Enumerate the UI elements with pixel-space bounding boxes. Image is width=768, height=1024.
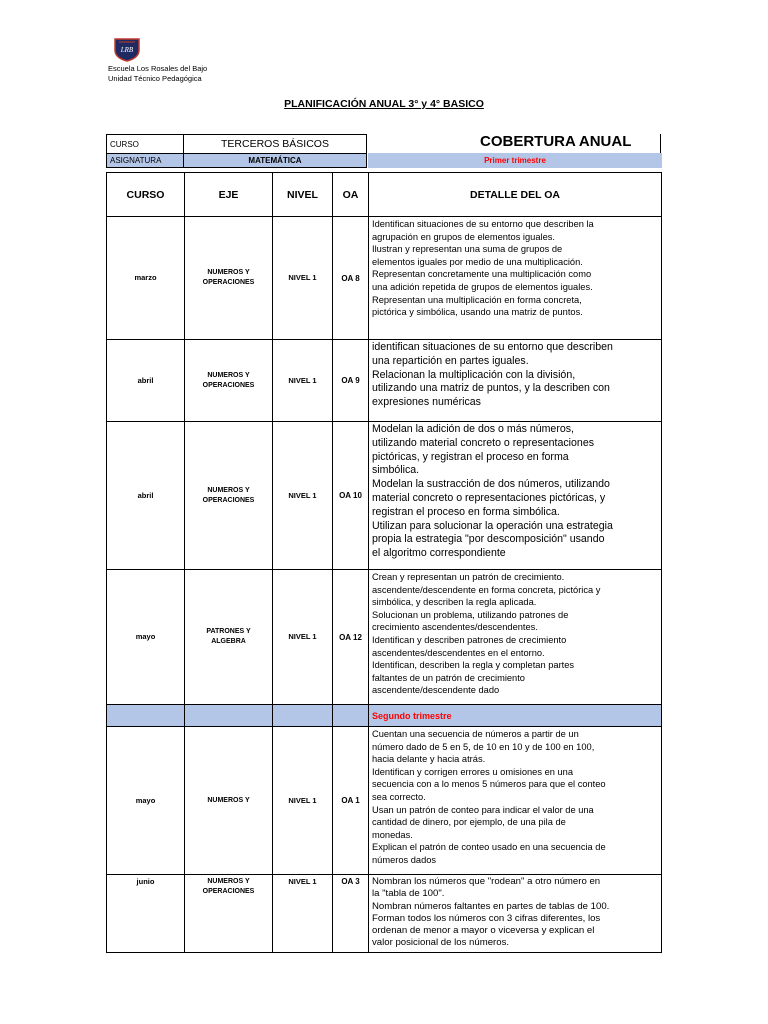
cell-nivel: NIVEL 1 xyxy=(273,422,333,570)
cell-detalle: identifican situaciones de su entorno que describen una repartición en partes iguales. Relacionan la multiplicación con la división, utilizando una matriz de puntos, y la describen con expresiones numéricas xyxy=(369,340,662,422)
table-row xyxy=(107,727,662,875)
curso-label-cell xyxy=(106,134,184,154)
trimester-band xyxy=(368,153,662,168)
cell-oa: OA 10 xyxy=(333,422,369,570)
table-row xyxy=(107,422,662,570)
table-row xyxy=(107,217,662,340)
sep-cell xyxy=(185,705,273,727)
oa-planning-table xyxy=(106,172,662,953)
second-trimester-label: Segundo trimestre xyxy=(369,705,662,727)
document-title: PLANIFICACIÓN ANUAL 3° y 4° BASICO xyxy=(284,98,484,110)
table-row xyxy=(107,570,662,705)
cell-oa: OA 9 xyxy=(333,340,369,422)
col-header-eje: EJE xyxy=(185,173,273,217)
cell-curso: abril xyxy=(107,422,185,570)
svg-text:LRB: LRB xyxy=(120,46,134,54)
col-header-nivel: NIVEL xyxy=(273,173,333,217)
school-crest-logo xyxy=(113,36,141,62)
cell-curso: marzo xyxy=(107,217,185,340)
cell-nivel: NIVEL 1 xyxy=(273,570,333,705)
sep-cell xyxy=(333,705,369,727)
cell-nivel: NIVEL 1 xyxy=(273,340,333,422)
cell-detalle: Crean y representan un patrón de crecimiento. ascendente/descendente en forma concreta, pictórica y simbólica, y describen la regla aplicada. Solucionan un problema, utilizando patrones de crecimiento ascendentes/descendentes. Identifican y describen patrones de crecimiento ascendentes/descendentes en el entorno. Identifican, describen la regla y completan partes faltantes de un patrón de crecimiento ascendente/descendente dado xyxy=(369,570,662,705)
cell-nivel: NIVEL 1 xyxy=(273,727,333,875)
cell-eje: NUMEROS Y xyxy=(185,727,273,875)
curso-value-cell xyxy=(183,134,367,154)
col-header-curso: CURSO xyxy=(107,173,185,217)
cell-detalle: Nombran los números que "rodean" a otro número en la "tabla de 100". Nombran números faltantes en partes de tablas de 100. Forman todos los números con 3 cifras diferentes, los ordenan de menor a mayor o viceversa y explican el valor posicional de los números. xyxy=(369,875,662,953)
cell-eje: NUMEROS Y OPERACIONES xyxy=(185,875,273,953)
school-name: Escuela Los Rosales del Bajo xyxy=(108,64,208,73)
sep-cell xyxy=(273,705,333,727)
trimester-label: Primer trimestre xyxy=(484,156,546,165)
cell-oa: OA 8 xyxy=(333,217,369,340)
cell-eje: NUMEROS Y OPERACIONES xyxy=(185,422,273,570)
table-header-row xyxy=(107,173,662,217)
asignatura-label: ASIGNATURA xyxy=(110,156,162,165)
asignatura-label-cell xyxy=(106,153,184,168)
coverage-title: COBERTURA ANUAL xyxy=(480,133,632,150)
trimester-separator-row xyxy=(107,705,662,727)
cell-nivel: NIVEL 1 xyxy=(273,875,333,953)
cell-detalle: Modelan la adición de dos o más números, utilizando material concreto o representaciones pictóricas, y registran el proceso en forma simbólica. Modelan la sustracción de dos números, utilizando material concreto o representaciones pictóricas, y registran el proceso en forma simbólica. Utilizan para solucionar la operación una estrategia propia la estrategia "por descomposición" usando el algoritmo correspondiente xyxy=(369,422,662,570)
cell-curso: mayo xyxy=(107,570,185,705)
cell-curso: mayo xyxy=(107,727,185,875)
coverage-divider xyxy=(660,134,661,154)
cell-eje: NUMEROS Y OPERACIONES xyxy=(185,217,273,340)
cell-curso: junio xyxy=(107,875,185,953)
cell-curso: abril xyxy=(107,340,185,422)
cell-eje: PATRONES Y ALGEBRA xyxy=(185,570,273,705)
cell-oa: OA 3 xyxy=(333,875,369,953)
cell-oa: OA 12 xyxy=(333,570,369,705)
asignatura-value: MATEMÁTICA xyxy=(248,156,302,165)
sep-cell xyxy=(107,705,185,727)
school-info xyxy=(108,64,207,84)
cell-detalle: Identifican situaciones de su entorno que describen la agrupación en grupos de elementos iguales. Ilustran y representan una suma de grupos de elementos iguales por medio de una multiplicación. Representan concretamente una multiplicación como una adición repetida de grupos de elementos iguales. Representan una multiplicación en forma concreta, pictórica y simbólica, usando una matriz de puntos. xyxy=(369,217,662,340)
cell-oa: OA 1 xyxy=(333,727,369,875)
cell-nivel: NIVEL 1 xyxy=(273,217,333,340)
curso-value: TERCEROS BÁSICOS xyxy=(221,138,329,150)
table-row xyxy=(107,875,662,953)
table-row xyxy=(107,340,662,422)
cell-detalle: Cuentan una secuencia de números a partir de un número dado de 5 en 5, de 10 en 10 y de 100 en 100, hacia delante y hacia atrás. Identifican y corrigen errores u omisiones en una secuencia con a lo menos 5 números para que el conteo sea correcto. Usan un patrón de conteo para indicar el valor de una cantidad de dinero, por ejemplo, de una pila de monedas. Explican el patrón de conteo usado en una secuencia de números dados xyxy=(369,727,662,875)
col-header-oa: OA xyxy=(333,173,369,217)
curso-label: CURSO xyxy=(110,139,139,149)
col-header-detalle: DETALLE DEL OA xyxy=(369,173,662,217)
school-unit: Unidad Técnico Pedagógica xyxy=(108,74,202,83)
asignatura-value-cell xyxy=(183,153,367,168)
cell-eje: NUMEROS Y OPERACIONES xyxy=(185,340,273,422)
